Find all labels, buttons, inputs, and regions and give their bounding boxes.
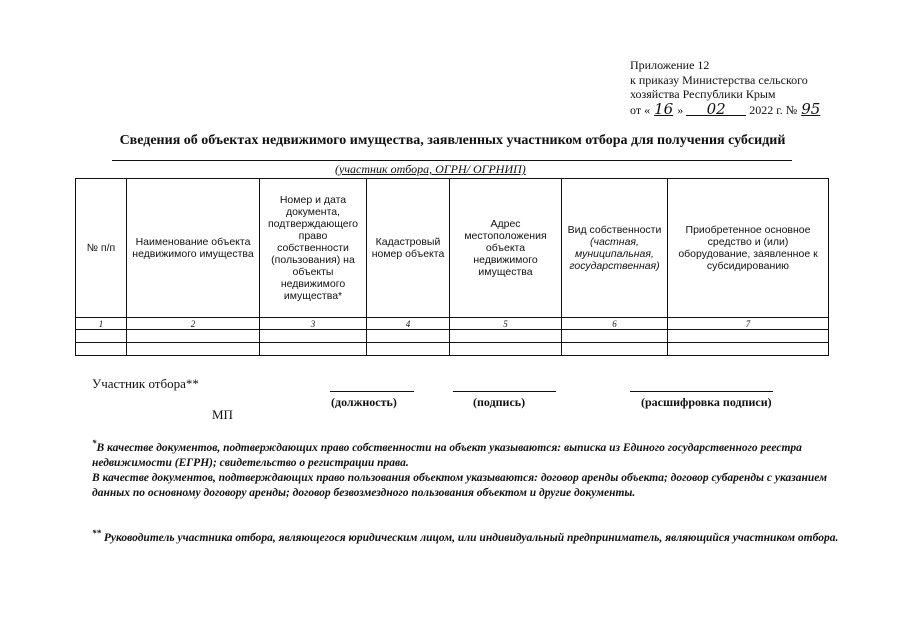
table-cell[interactable]	[76, 330, 127, 343]
footnote-1-mark: *	[92, 438, 97, 448]
footnote-1-usage: В качестве документов, подтверждающих право пользования объектом указываются: договор аренды объекта; договор субаренды с указанием данных по основному договору аренды; договор безвозмездного пользования объектом и другие документы.	[92, 471, 827, 499]
column-number: 2	[127, 318, 260, 330]
table-cell[interactable]	[562, 343, 668, 356]
table-cell[interactable]	[562, 330, 668, 343]
table-cell[interactable]	[260, 343, 367, 356]
order-number: 95	[801, 99, 821, 118]
header-equipment: Приобретенное основное средство и (или) оборудование, заявленное к субсидированию	[668, 179, 829, 318]
table-cell[interactable]	[76, 343, 127, 356]
footnote-1	[92, 436, 842, 501]
table-cell[interactable]	[450, 343, 562, 356]
property-table	[75, 178, 829, 356]
table-cell[interactable]	[367, 330, 450, 343]
header-address: Адрес местоположения объекта недвижимого имущества	[450, 179, 562, 318]
footnote-2	[92, 526, 842, 546]
column-number: 1	[76, 318, 127, 330]
document-title: Сведения об объектах недвижимого имущества, заявленных участником отбора для получения субсидий	[119, 133, 786, 148]
date-year: 2022 г. №	[749, 102, 798, 117]
header-ownership-note: (частная, муниципальная, государственная)	[569, 236, 660, 272]
participant-fill-line	[112, 160, 792, 161]
column-number: 6	[562, 318, 668, 330]
position-caption: (должность)	[331, 395, 397, 409]
footnote-1-ownership-text: В качестве документов, подтверждающих право собственности на объект указываются: выписка из Единого государственного реестра недвижимости (ЕГРН); свидетельство о регистрации права.	[92, 441, 802, 469]
signature-caption: (подпись)	[473, 395, 526, 409]
table-cell[interactable]	[367, 343, 450, 356]
table-cell[interactable]	[127, 343, 260, 356]
column-number: 3	[260, 318, 367, 330]
date-day: 16	[654, 99, 674, 118]
participant-label: Участник отбора**	[92, 376, 199, 391]
appendix-title: Приложение 12	[630, 58, 710, 72]
table-row	[76, 330, 829, 343]
header-number: № п/п	[76, 179, 127, 318]
appendix-date-line	[630, 99, 824, 118]
footnote-2-text: Руководитель участника отбора, являющегося юридическим лицом, или индивидуальный предприниматель, являющийся участником отбора.	[103, 531, 839, 544]
signature-line[interactable]	[453, 391, 556, 392]
decoding-line[interactable]	[630, 391, 773, 392]
table-cell[interactable]	[668, 343, 829, 356]
footnote-2-mark: **	[92, 528, 101, 538]
date-mid: »	[677, 102, 684, 117]
appendix-order-line: к приказу Министерства сельского	[630, 72, 808, 87]
table-cell[interactable]	[668, 330, 829, 343]
column-number: 5	[450, 318, 562, 330]
table-header-row	[76, 179, 829, 318]
table-cell[interactable]	[260, 330, 367, 343]
header-cadastral: Кадастровый номер объекта	[367, 179, 450, 318]
footnote-1-ownership	[92, 436, 842, 471]
appendix-header	[630, 58, 824, 117]
position-line[interactable]	[330, 391, 414, 392]
header-document: Номер и дата документа, подтверждающего право собственности (пользования) на объекты недвижимого имущества*	[260, 179, 367, 318]
decoding-caption: (расшифровка подписи)	[641, 395, 772, 409]
date-month: 02	[686, 103, 746, 116]
column-number-row	[76, 318, 829, 330]
header-ownership-title: Вид собственности	[567, 224, 662, 236]
appendix-ministry-line: хозяйства Республики Крым	[630, 87, 776, 101]
participant-caption: (участник отбора, ОГРН/ ОГРНИП)	[335, 162, 526, 176]
table-cell[interactable]	[127, 330, 260, 343]
header-ownership	[562, 179, 668, 318]
column-number: 7	[668, 318, 829, 330]
column-number: 4	[367, 318, 450, 330]
table-cell[interactable]	[450, 330, 562, 343]
stamp-label: МП	[212, 407, 233, 422]
header-object-name: Наименование объекта недвижимого имущества	[127, 179, 260, 318]
date-prefix: от «	[630, 102, 651, 117]
table-row	[76, 343, 829, 356]
